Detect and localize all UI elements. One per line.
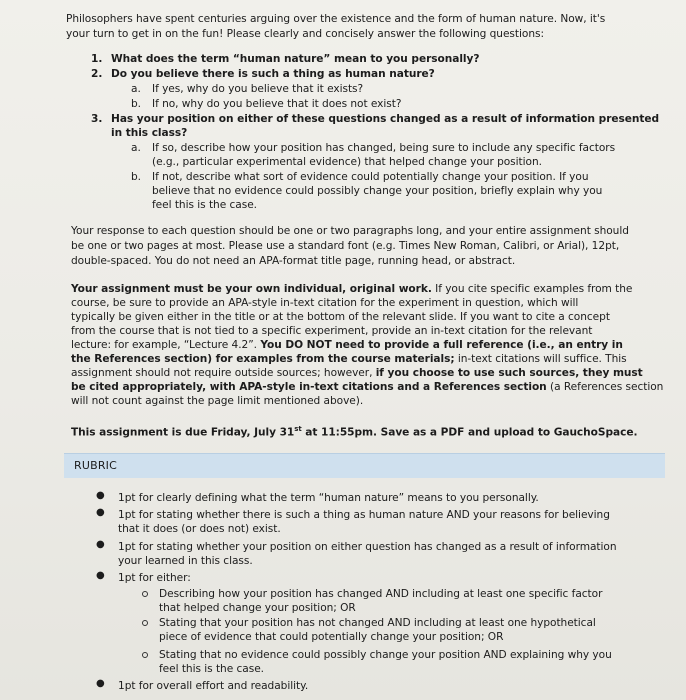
rubric-subitem-3-line-1: Stating that no evidence could possibly change your position AND explaining why you (159, 649, 612, 661)
original-work-line-5: lecture: for example, “Lecture 4.2”. You DO NOT need to provide a full reference (i.e., an entry in (71, 339, 623, 351)
rubric-item-2-line-2: that it does (or does not) exist. (118, 523, 281, 535)
question-number: 3. (91, 113, 103, 125)
bullet-icon: ● (96, 507, 105, 518)
response-line-1: Your response to each question should be one or two paragraphs long, and your entire assignment should (71, 225, 629, 237)
rubric-item-3-line-2: your learned in this class. (118, 555, 253, 567)
rubric-item-1: 1pt for clearly defining what the term “human nature” means to you personally. (118, 492, 539, 504)
original-work-line-3: typically be given either in the title or at the bottom of the relevant slide. If you want to cite a concept (71, 311, 610, 323)
hollow-bullet-icon (142, 652, 148, 658)
original-work-line-4: from the course that is not tied to a specific experiment, provide an in-text citation for the relevant (71, 325, 593, 337)
intro-line-2: your turn to get in on the fun! Please clearly and concisely answer the following questions: (66, 28, 544, 40)
question-3b-line-2: believe that no evidence could possibly change your position, briefly explain why you (152, 185, 603, 197)
sub-letter: b. (131, 98, 141, 110)
question-2a-text: If yes, why do you believe that it exists? (152, 83, 364, 95)
question-2-text: Do you believe there is such a thing as human nature? (111, 68, 435, 80)
rubric-item-2-line-1: 1pt for stating whether there is such a thing as human nature AND your reasons for believing (118, 509, 610, 521)
response-line-3: double-spaced. You do not need an APA-format title page, running head, or abstract. (71, 255, 516, 267)
sub-letter: b. (131, 171, 141, 183)
rubric-item-5: 1pt for overall effort and readability. (118, 680, 309, 692)
question-1-text: What does the term “human nature” mean to you personally? (111, 53, 480, 65)
rubric-subitem-2-line-2: piece of evidence that could potentially change your position; OR (159, 631, 504, 643)
question-number: 1. (91, 53, 103, 65)
bullet-icon: ● (96, 678, 105, 689)
rubric-subitem-2-line-1: Stating that your position has not changed AND including at least one hypothetical (159, 617, 596, 629)
bullet-icon: ● (96, 539, 105, 550)
response-line-2: be one or two pages at most. Please use a standard font (e.g. Times New Roman, Calibri, or Arial), 12pt, (71, 240, 620, 252)
rubric-header (64, 453, 665, 478)
bullet-icon: ● (96, 490, 105, 501)
question-number: 2. (91, 68, 103, 80)
original-work-line-6: the References section) for examples from the course materials; in-text citations will suffice. This (71, 353, 627, 365)
question-2b-text: If no, why do you believe that it does not exist? (152, 98, 402, 110)
intro-line-1: Philosophers have spent centuries arguing over the existence and the form of human nature. Now, it's (66, 13, 606, 25)
rubric-subitem-1-line-1: Describing how your position has changed AND including at least one specific factor (159, 588, 603, 600)
due-date-line: This assignment is due Friday, July 31st at 11:55pm. Save as a PDF and upload to GauchoSpace. (71, 425, 638, 439)
question-3-line-2: in this class? (111, 127, 188, 139)
sub-letter: a. (131, 83, 141, 95)
question-3b-line-3: feel this is the case. (152, 199, 257, 211)
original-work-line-2: course, be sure to provide an APA-style in-text citation for the experiment in question, which will (71, 297, 579, 309)
original-work-line-7: assignment should not require outside sources; however, if you choose to use such sources, they must (71, 367, 643, 379)
rubric-title: RUBRIC (74, 459, 118, 472)
hollow-bullet-icon (142, 591, 148, 597)
rubric-subitem-3-line-2: feel this is the case. (159, 663, 264, 675)
question-3a-line-2: (e.g., particular experimental evidence) that helped change your position. (152, 156, 542, 168)
sub-letter: a. (131, 142, 141, 154)
question-3b-line-1: If not, describe what sort of evidence could potentially change your position. If you (152, 171, 589, 183)
original-work-line-9: will not count against the page limit mentioned above). (71, 395, 364, 407)
rubric-item-3-line-1: 1pt for stating whether your position on either question has changed as a result of information (118, 541, 617, 553)
rubric-subitem-1-line-2: that helped change your position; OR (159, 602, 356, 614)
rubric-item-4: 1pt for either: (118, 572, 191, 584)
original-work-line-1: Your assignment must be your own individual, original work. If you cite specific examples from the (71, 283, 633, 295)
question-3-line-1: Has your position on either of these questions changed as a result of information presented (111, 113, 660, 125)
bullet-icon: ● (96, 570, 105, 581)
question-3a-line-1: If so, describe how your position has changed, being sure to include any specific factors (152, 142, 616, 154)
hollow-bullet-icon (142, 620, 148, 626)
original-work-line-8: be cited appropriately, with APA-style in-text citations and a References section (a References section (71, 381, 664, 393)
